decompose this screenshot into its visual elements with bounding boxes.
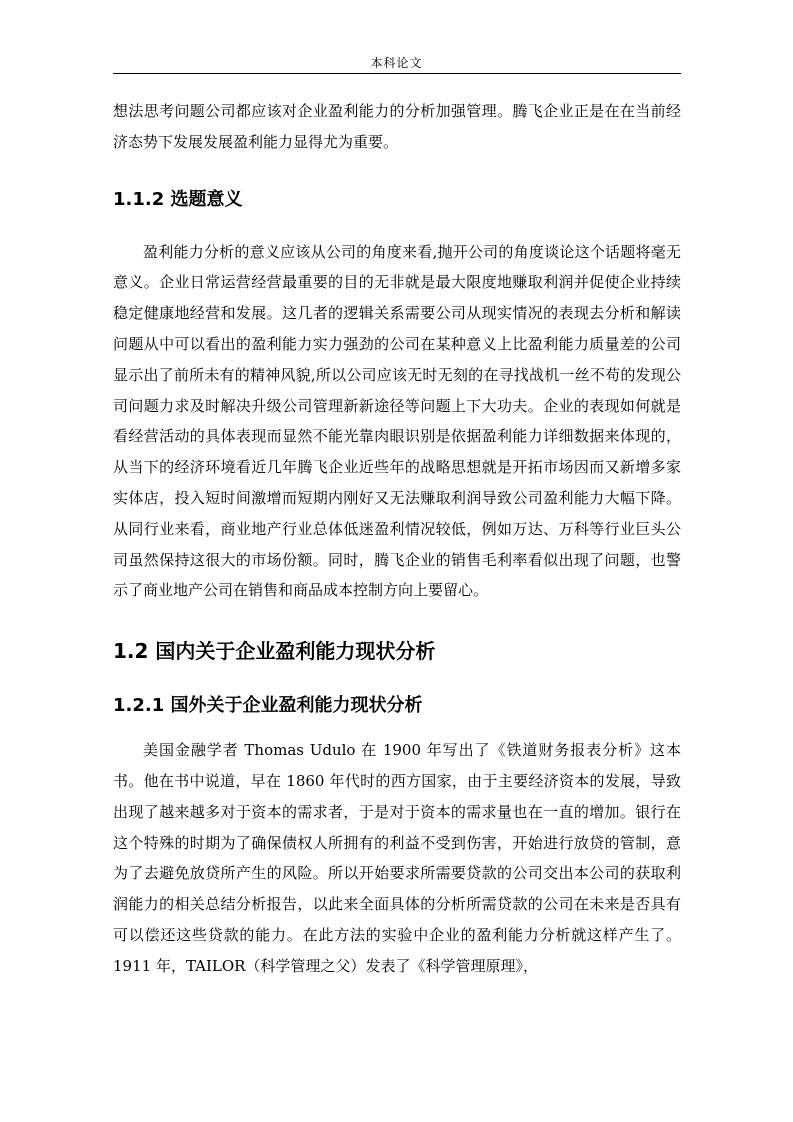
page-body — [113, 96, 681, 982]
section-heading-1-2-1: 1.2.1 国外关于企业盈利能力现状分析 — [113, 695, 423, 717]
paragraph-foreign-research: 美国金融学者 Thomas Udulo 在 1900 年写出了《铁道财务报表分析》这本书。他在书中说道，早在 1860 年代时的西方国家，由于主要经济资本的发展，导致出现了越来越多对于资本的需求者，于是对于资本的需求量也在一直的增加。银行在这个特殊的时期为了确保债权人所拥有的利益不受到伤害，开始进行放贷的管制，意为了去避免放贷所产生的风险。所以开始要求所需要贷款的公司交出本公司的获取利润能力的相关总结分析报告，以此来全面具体的分析所需贷款的公司在未来是否具有可以偿还这些贷款的能力。在此方法的实验中企业的盈利能力分析就这样产生了。 1911 年，TAILOR（科学管理之父）发表了《科学管理原理》， — [113, 741, 681, 975]
running-header: 本科论文 — [370, 56, 423, 70]
paragraph-significance: 盈利能力分析的意义应该从公司的角度来看,抛开公司的角度谈论这个话题将毫无意义。企业日常运营经营最重要的目的无非就是最大限度地赚取利润并促使企业持续稳定健康地经营和发展。这几者的逻辑关系需要公司从现实情况的表现去分析和解读问题从中可以看出的盈利能力实力强劲的公司在某种意义上比盈利能力质量差的公司显示出了前所未有的精神风貌,所以公司应该无时无刻的在寻找战机一丝不苟的发现公司问题力求及时解决升级公司管理新新途径等问题上下大功夫。企业的表现如何就是看经营活动的具体表现而显然不能光靠肉眼识别是依据盈利能力详细数据来体现的，从当下的经济环境看近几年腾飞企业近些年的战略思想就是开拓市场因而又新增多家实体店，投入短时间激增而短期内刚好又无法赚取利润导致公司盈利能力大幅下降。从同行业来看，商业地产行业总体低迷盈利情况较低，例如万达、万科等行业巨头公司虽然保持这很大的市场份额。同时，腾飞企业的销售毛利率看似出现了问题，也警示了商业地产公司在销售和商品成本控制方向上要留心。 — [113, 242, 681, 600]
section-heading-1-1-2: 1.1.2 选题意义 — [113, 188, 243, 210]
paragraph-intro: 想法思考问题公司都应该对企业盈利能力的分析加强管理。腾飞企业正是在在当前经济态势下发展发展盈利能力显得尤为重要。 — [113, 102, 681, 151]
section-heading-1-2: 1.2 国内关于企业盈利能力现状分析 — [113, 639, 436, 664]
header-divider — [113, 73, 681, 74]
